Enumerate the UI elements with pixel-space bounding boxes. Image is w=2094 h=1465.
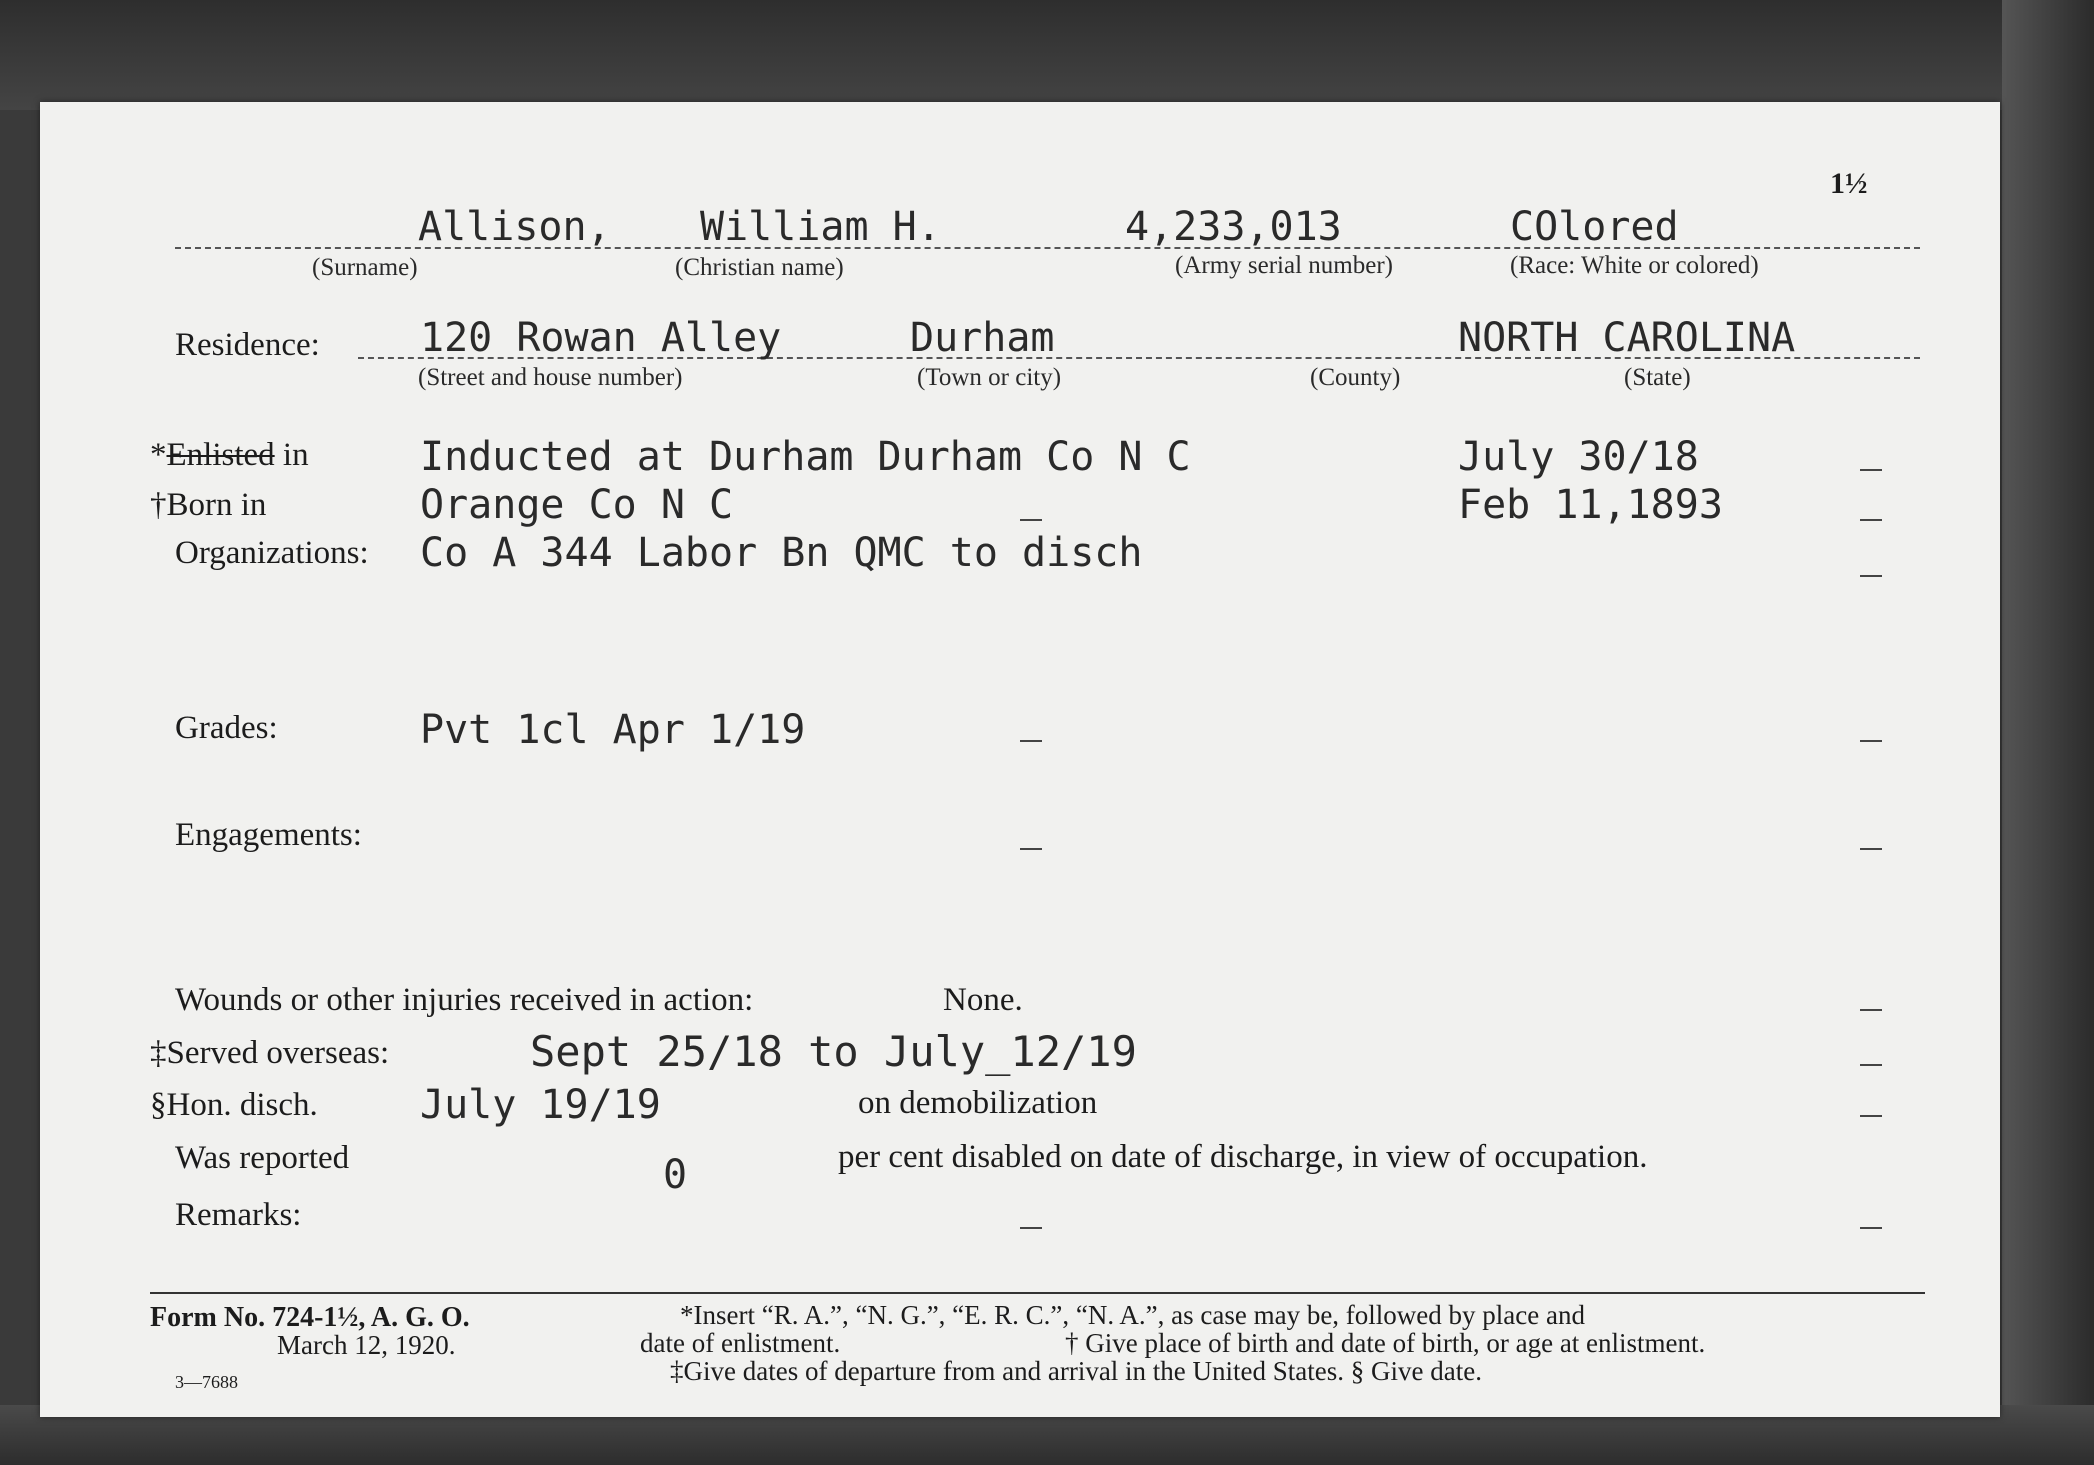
margin-dash — [1860, 740, 1882, 742]
organizations-value: Co A 344 Labor Bn QMC to disch — [420, 530, 1143, 576]
surname-value: Allison, — [418, 204, 611, 250]
residence-label: Residence: — [175, 327, 320, 363]
enlisted-date: July 30/18 — [1458, 434, 1699, 480]
street-caption: (Street and house number) — [418, 364, 683, 391]
margin-dash — [1860, 1064, 1882, 1066]
margin-dash — [1020, 740, 1042, 742]
serial-number-caption: (Army serial number) — [1175, 252, 1393, 279]
served-overseas-label: ‡Served overseas: — [150, 1035, 390, 1071]
margin-dash — [1860, 1009, 1882, 1011]
grades-value: Pvt 1cl Apr 1/19 — [420, 707, 806, 753]
born-date: Feb 11,1893 — [1458, 482, 1723, 528]
footer-rule — [150, 1292, 1925, 1294]
town-caption: (Town or city) — [917, 364, 1062, 391]
margin-dash — [1860, 848, 1882, 850]
state-caption: (State) — [1624, 364, 1691, 391]
born-value: Orange Co N C — [420, 482, 734, 528]
margin-dash — [1860, 575, 1882, 577]
grades-label: Grades: — [175, 710, 278, 746]
street-value: 120 Rowan Alley — [420, 315, 782, 361]
serial-number-value: 4,233,013 — [1125, 204, 1342, 250]
form-date: March 12, 1920. — [277, 1330, 456, 1360]
hon-disch-label: §Hon. disch. — [150, 1087, 318, 1123]
service-record-card — [40, 102, 2000, 1417]
enlisted-label: *Enlisted in — [150, 437, 309, 473]
christian-name-value: William H. — [700, 204, 941, 250]
remarks-label: Remarks: — [175, 1197, 302, 1233]
enlisted-value: Inducted at Durham Durham Co N C — [420, 434, 1191, 480]
wounds-value: None. — [943, 982, 1023, 1018]
wounds-label: Wounds or other injuries received in action: — [175, 982, 754, 1018]
margin-dash — [1020, 1227, 1042, 1229]
scan-background-right — [2002, 0, 2094, 1465]
margin-dash — [1860, 469, 1882, 471]
scan-background-top — [0, 0, 2094, 110]
town-value: Durham — [910, 315, 1055, 361]
margin-dash — [1860, 519, 1882, 521]
footnote-insert: *Insert “R. A.”, “N. G.”, “E. R. C.”, “N. A.”, as case may be, followed by place and — [680, 1300, 1585, 1330]
reported-note: per cent disabled on date of discharge, in view of occupation. — [838, 1139, 1648, 1175]
footnote-enlistment-date: date of enlistment. — [640, 1328, 841, 1358]
served-overseas-value: Sept 25/18 to July_12/19 — [530, 1027, 1137, 1076]
margin-dash — [1020, 519, 1042, 521]
form-number: Form No. 724-1½, A. G. O. — [150, 1302, 470, 1333]
footnote-overseas: ‡Give dates of departure from and arrival in the United States. § Give date. — [670, 1356, 1482, 1386]
organizations-label: Organizations: — [175, 535, 369, 571]
footnote-birth: † Give place of birth and date of birth, or age at enlistment. — [1065, 1328, 1706, 1358]
county-caption: (County) — [1310, 364, 1401, 391]
print-code: 3—7688 — [175, 1372, 238, 1392]
corner-number: 1½ — [1830, 167, 1868, 200]
reported-label: Was reported — [175, 1140, 350, 1176]
margin-dash — [1860, 1115, 1882, 1117]
hon-disch-note: on demobilization — [858, 1085, 1098, 1121]
christian-name-caption: (Christian name) — [675, 254, 844, 281]
born-label: †Born in — [150, 487, 267, 523]
engagements-label: Engagements: — [175, 817, 362, 853]
race-caption: (Race: White or colored) — [1510, 252, 1759, 279]
state-value: NORTH CAROLINA — [1458, 315, 1796, 361]
hon-disch-value: July 19/19 — [420, 1082, 661, 1128]
margin-dash — [1020, 848, 1042, 850]
reported-value: 0 — [663, 1152, 688, 1198]
surname-caption: (Surname) — [312, 254, 418, 281]
margin-dash — [1860, 1227, 1882, 1229]
race-value: COlored — [1510, 204, 1679, 250]
